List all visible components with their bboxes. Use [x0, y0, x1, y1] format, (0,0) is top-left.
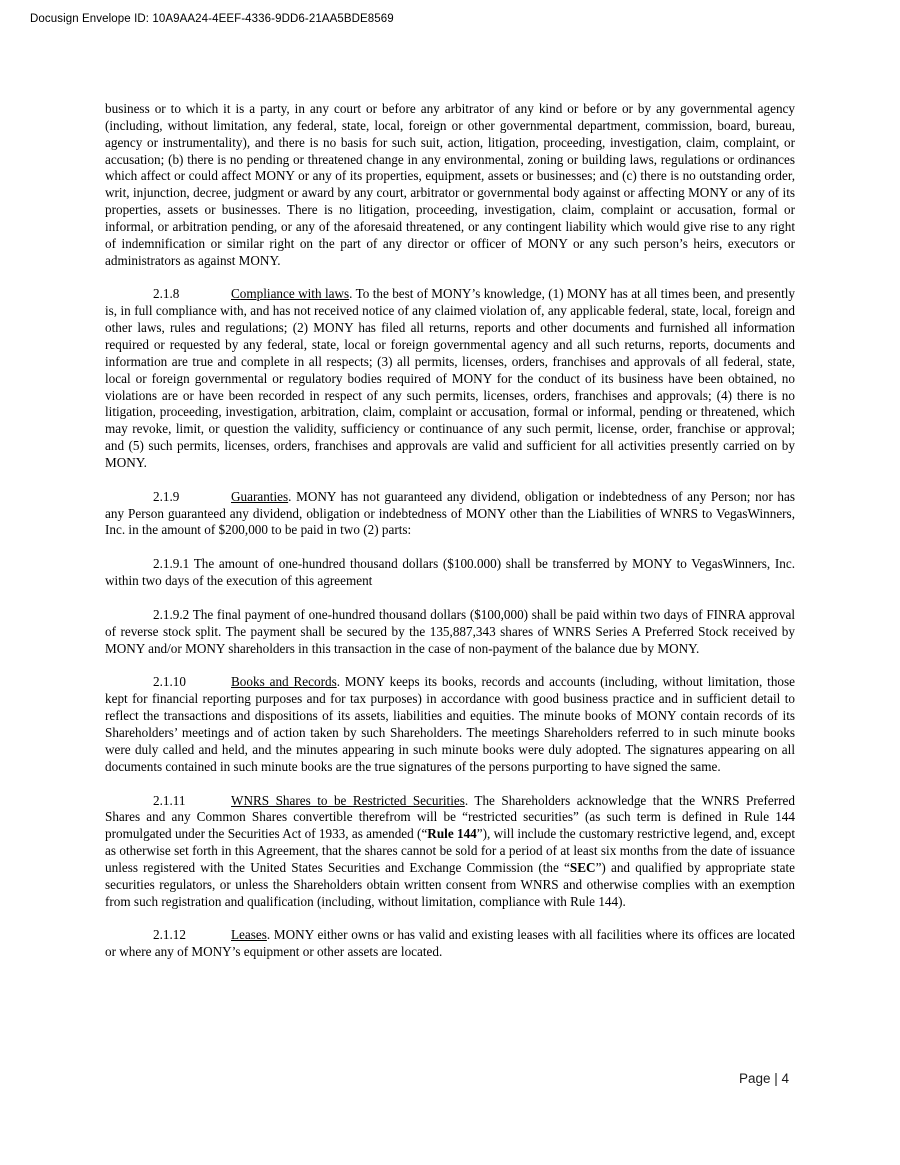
document-body [105, 101, 795, 978]
section-heading: Books and Records [231, 674, 337, 690]
section-number: 2.1.10 [153, 674, 186, 690]
paragraph [105, 101, 795, 269]
section-heading: WNRS Shares to be Restricted Securities [231, 792, 465, 808]
section-number: 2.1.8 [153, 286, 180, 302]
docusign-envelope-id-label: Docusign Envelope ID: 10A9AA24-4EEF-4336-9DD6-21AA5BDE8569 [30, 13, 394, 25]
paragraph [105, 927, 795, 961]
paragraph-text: 2.1.9.2 The final payment of one-hundred thousand dollars ($100,000) shall be paid within two days of FINRA approval of reverse stock split. The payment shall be secured by the 135,887,343 shares of WNRS Series A Preferred Stock received by MONY and/or MONY shareholders in this transaction in the case of non-payment of the balance due by MONY. [105, 606, 795, 656]
paragraph-text: . The Shareholders acknowledge that the WNRS Preferred Shares and any Common Shares convertible therefrom will be “restricted securities” (as such term is defined in Rule 144 promulgated under the Securities Act of 1933, as amended (“ [105, 792, 795, 842]
paragraph [105, 556, 795, 590]
paragraph [105, 793, 795, 911]
defined-term-bold: SEC [569, 859, 596, 875]
paragraph-text: . To the best of MONY’s knowledge, (1) MONY has at all times been, and presently is, in full compliance with, and has not received notice of any claimed violation of, any applicable federal, state, local, foreign and other laws, rules and regulations; (2) MONY has filed all returns, reports and other documents and furnished all information required or requested by any federal, state, local or foreign governmental agency and all such returns, reports, documents and information are true and complete in all respects; (3) all permits, licenses, orders, franchises and approvals of all federal, state, local or foreign governmental or regulatory bodies required of MONY for the conduct of its business have been obtained, no violations are or have been recorded in respect of any such permits, licenses, orders, franchises and approvals; (4) there is no litigation, proceeding, investigation, arbitration, claim, complaint or accusation, formal or informal, pending or threatened, which may revoke, limit, or question the validity, sufficiency or continuance of any such permit, license, order, franchise or approval; and (5) such permits, licenses, orders, franchises and approvals are valid and sufficient for all activities presently carried on by MONY. [105, 286, 796, 470]
section-heading: Guaranties [231, 488, 289, 504]
section-number: 2.1.9 [153, 488, 180, 504]
page-number-label: Page | 4 [738, 1071, 789, 1086]
paragraph [105, 489, 795, 540]
paragraph-text: . MONY has not guaranteed any dividend, obligation or indebtedness of any Person; nor has any Person guaranteed any dividend, obligation or indebtedness of MONY other than the Liabilities of WNRS to VegasWinners, Inc. in the amount of $200,000 to be paid in two (2) parts: [105, 488, 795, 538]
section-number: 2.1.11 [153, 792, 186, 808]
section-heading: Compliance with laws [231, 286, 350, 302]
defined-term-bold: Rule 144 [427, 826, 477, 842]
paragraph [105, 607, 795, 658]
paragraph [105, 286, 795, 471]
paragraph-text: . MONY either owns or has valid and existing leases with all facilities where its offices are located or where any of MONY’s equipment or other assets are located. [105, 927, 795, 960]
section-number: 2.1.12 [153, 927, 186, 943]
paragraph-text: business or to which it is a party, in any court or before any arbitrator of any kind or before or by any governmental agency (including, without limitation, any federal, state, local, foreign or other governmental department, commission, board, bureau, agency or instrumentality), and there is no basis for such suit, action, litigation, proceeding, investigation, claim, complaint, or accusation; (b) there is no pending or threatened change in any environmental, zoning or building laws, regulations or ordinances which affect or could affect MONY or any of its properties, equipment, assets or businesses; and (c) there is no outstanding order, writ, injunction, decree, judgment or award by any court, arbitrator or governmental body against or affecting MONY or any of its properties, assets or businesses. There is no litigation, proceeding, investigation, claim, complaint or accusation, formal or informal, or arbitration pending, or any of the aforesaid threatened, or any contingent liability which would give rise to any right of indemnification or similar right on the part of any director or officer of MONY or any such person’s heirs, executors or administrators as against MONY. [105, 101, 795, 268]
paragraph-text: 2.1.9.1 The amount of one-hundred thousand dollars ($100.000) shall be transferred by MONY to VegasWinners, Inc. within two days of the execution of this agreement [105, 556, 795, 589]
paragraph-text: ”), will include the customary restrictive legend, and, except as otherwise set forth in this Agreement, that the shares cannot be sold for a period of at least six months from the date of issuance unless registered with the United States Securities and Exchange Commission (the “ [105, 826, 796, 875]
section-heading: Leases [231, 927, 267, 943]
paragraph-text: . MONY keeps its books, records and accounts (including, without limitation, those kept for financial reporting purposes and for tax purposes) in accordance with good business practice and in sufficient detail to reflect the transactions and dispositions of its assets, liabilities and equities. The minute books of MONY contain records of its Shareholders’ meetings and of action taken by such Shareholders. The meetings Shareholders referred to in such minute books were duly called and held, and the minutes appearing in such minute books were duly adopted. The signatures appearing on all documents contained in such minute books are the true signatures of the persons purporting to have signed the same. [105, 674, 795, 774]
paragraph-text: ”) and qualified by appropriate state securities regulators, or unless the Shareholders obtain written consent from WNRS and otherwise complies with an exemption from such registration and qualification (including, without limitation, compliance with Rule 144). [105, 859, 795, 909]
paragraph [105, 674, 795, 775]
